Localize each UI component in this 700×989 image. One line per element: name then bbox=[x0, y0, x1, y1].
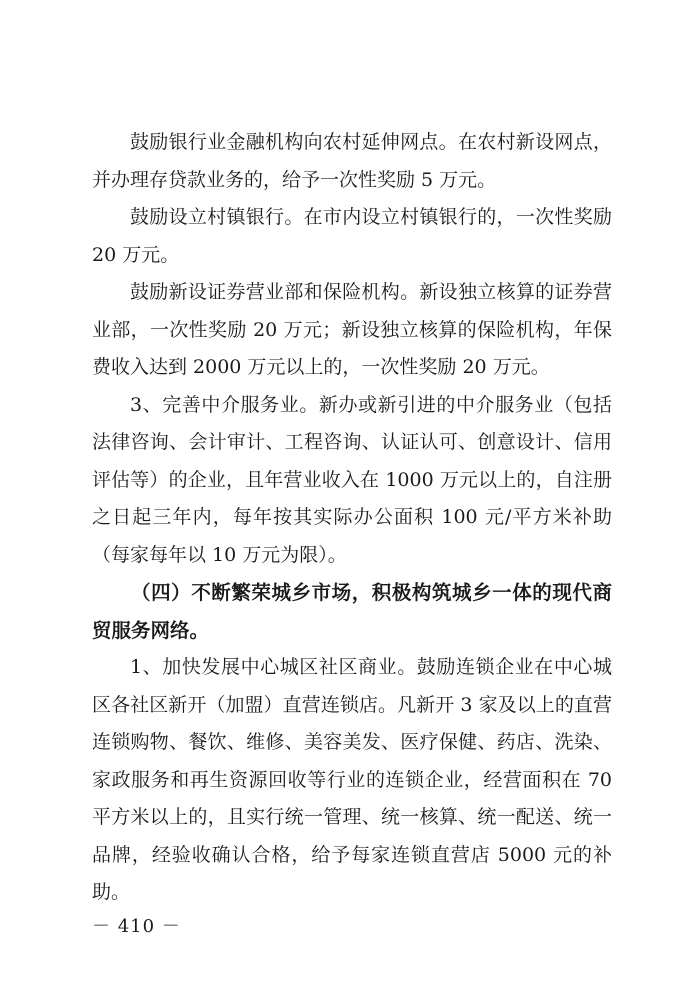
paragraph-village-banks: 鼓励设立村镇银行。在市内设立村镇银行的，一次性奖励 20 万元。 bbox=[92, 206, 612, 266]
paragraph-community-commerce: 1、加快发展中心城区社区商业。鼓励连锁企业在中心城区各社区新开（加盟）直营连锁店。凡新开 3 家及以上的直营连锁购物、餐饮、维修、美容美发、医疗保健、药店、洗染、家政服务和再生资源回收等行业的连锁企业，经营面积在 70 平方米以上的，且实行统一管理、统一核算、统一配送、统一品牌，经验收确认合格，给予每家连锁直营店 5000 元的补助。 bbox=[92, 656, 612, 903]
paragraph-intermediary-services: 3、完善中介服务业。新办或新引进的中介服务业（包括法律咨询、会计审计、工程咨询、认证认可、创意设计、信用评估等）的企业，且年营业收入在 1000 万元以上的，自注册之日起三年内，每年按其实际办公面积 100 元/平方米补助（每家每年以 10 万元为限）。 bbox=[92, 393, 612, 566]
document-body bbox=[92, 124, 612, 912]
paragraph-securities-insurance: 鼓励新设证券营业部和保险机构。新设独立核算的证券营业部，一次性奖励 20 万元；新设独立核算的保险机构，年保费收入达到 2000 万元以上的，一次性奖励 20 万元。 bbox=[92, 281, 612, 378]
section-heading-urban-rural-market: （四）不断繁荣城乡市场，积极构筑城乡一体的现代商贸服务网络。 bbox=[92, 581, 612, 642]
paragraph-bank-outlets: 鼓励银行业金融机构向农村延伸网点。在农村新设网点，并办理存贷款业务的，给予一次性奖励 5 万元。 bbox=[92, 131, 612, 191]
page-number: － 410 － bbox=[92, 916, 181, 937]
